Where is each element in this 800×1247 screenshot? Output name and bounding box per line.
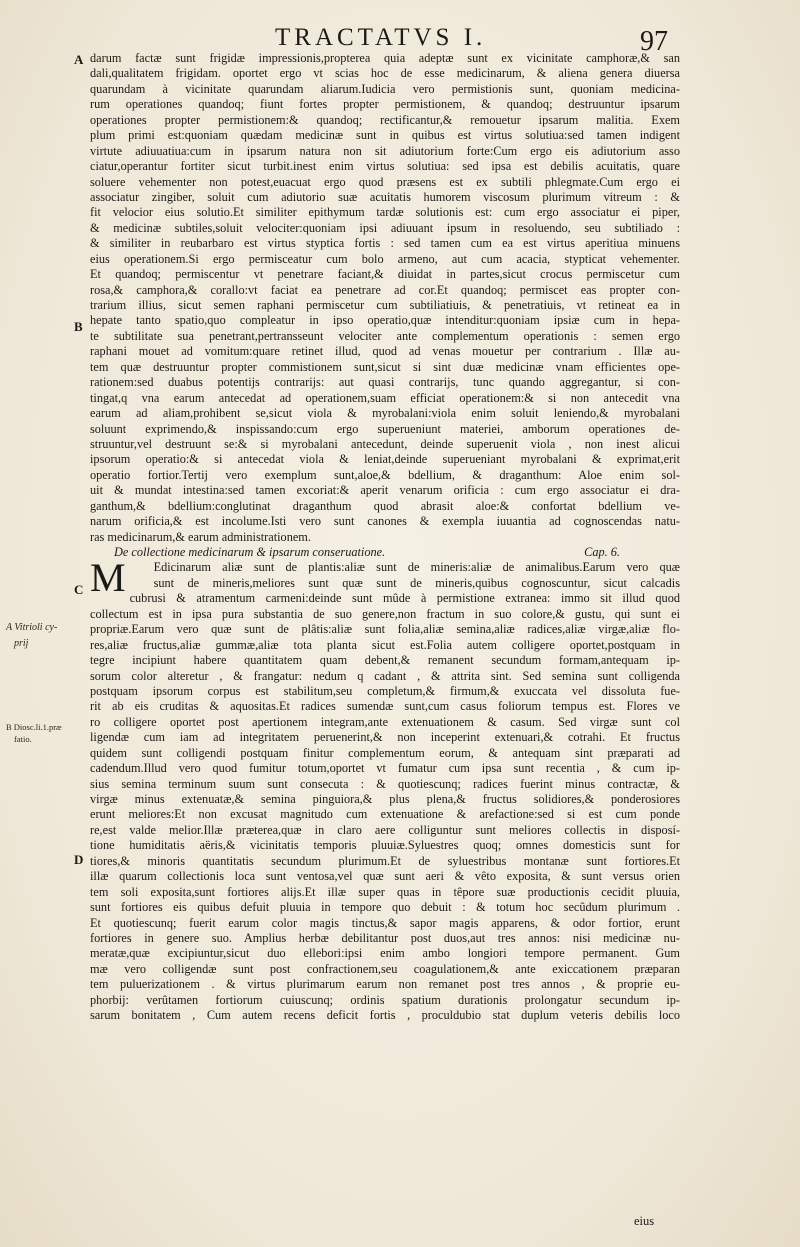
text-line: sunt de mineris,meliores sunt quæ sunt de mineris,quibus cognoscuntur, sicut calcadis (153, 575, 680, 590)
text-line: mæ vero colligendæ sunt post confractionem,seu coagulationem,& ante exiccationem præparan (90, 961, 680, 976)
text-part-1 (90, 51, 680, 545)
section-letter-a: A (74, 52, 84, 67)
section-letter-b: B (74, 319, 83, 334)
text-line: operationes propter permistionem:& quandoq; rectificantur,& remouetur ipsarum malitia. Exem (90, 112, 680, 127)
catchword: eius (634, 1214, 655, 1228)
main-text (90, 51, 680, 1024)
section-letter-c: C (74, 582, 84, 597)
text-line: rum operationes quandoq; fiunt fortes propter permistionem, & quandoq; destruuntur ipsarum (90, 97, 680, 112)
running-head: TRACTATVS I. (275, 24, 487, 51)
text-line: ras medicinarum,& earum administrationem. (90, 529, 311, 544)
text-line: fortiores in genere suo. Amplius herbæ debilitantur post duos,aut tres annos: nisi medicinæ nu- (90, 930, 680, 945)
margin-note-fatio: fatio. (14, 734, 32, 744)
chapter-heading (90, 545, 680, 560)
text-line: re,est valde melior.Illæ præterea,quæ in claro aere colliguntur sunt meliores collectis in disposí- (90, 822, 680, 837)
text-line: soluere vehementer non potest,euacuat ergo quod præsens est ex subtili phlegmate.Cum ergo ei (90, 174, 680, 189)
text-line: erunt meliores:Et non excusat magnitudo cum extenuatione & arefactione:sed si est cum ponde (90, 807, 680, 822)
text-line: Edicinarum aliæ sunt de plantis:aliæ sunt de mineris:aliæ de animalibus.Earum vero quæ (153, 560, 680, 575)
text-line: cadendum.Illud vero quod fumitur totum,oportet vt fumatur cum ipsa sunt recentia , & cum ip- (90, 761, 680, 776)
text-line: ro colligere oportet post apertionem integram,ante extenuationem & casum. Sed virgæ sunt col (90, 714, 680, 729)
text-line: tem puluerizationem . & virtus plurimarum earum non remanet post tres annos , & proprie eu- (90, 977, 680, 992)
text-line: dali,qualitatem frigidam. oportet ergo vt scias hoc de esse medicinarum, & aliena genera diuersa (90, 66, 680, 81)
text-line: trarium illius, sicut semen raphani permiscetur cum subtiliatiuis, & penetratiuis, vt retineat ea in (90, 298, 680, 312)
text-line: raphani mouet ad vomitum:quare retinet illud, quod ad venas mouetur per contrarium . Illæ au- (90, 344, 680, 359)
text-line: plum primi est:quoniam quædam medicinæ sunt in quibus est virtus solutiua:sed tamen indigent (90, 128, 680, 143)
text-line: & similiter in reubarbaro est virtus styptica fortis : sed tamen cum ea est virtus aperitiua minuens (90, 236, 680, 251)
margin-note-vitrioli: A Vitrioli cy- (6, 622, 58, 633)
text-line: phorbij: verûtamen fortiorum cuiuscunq; ordinis spatium durationis prolongatur secundum ip- (90, 992, 680, 1007)
text-line: sorum color alteretur , & frangatur: nedum q cadant , & attrita sint. Sed semina sunt colligenda (90, 668, 680, 683)
margin-note-diosc: B Diosc.li.1.præ (6, 722, 62, 732)
text-line: tegre incipiunt habere quantitatem quam debent,& remanent secundum formam,antequam ip- (90, 653, 680, 668)
page-number: 97 (640, 26, 668, 57)
text-line: rit ab eis cruditas & aquositas.Et radices sumendæ sunt,cum casus foliorum tempus est. Flores ve (90, 699, 680, 714)
text-line: quarundam à vicinitate quarundam aliarum.Iudicia vero permistionis sunt, quoniam medicina- (90, 81, 680, 96)
text-line: rosa,& camphora,& corallo:vt faciat ea penetrare ad cor.Et quandoq; permiscet eas propter con- (90, 282, 680, 297)
text-part-2 (90, 555, 680, 1023)
text-line: operatio fortior.Tertij vero exemplum sunt,aloe,& bdellium, & draganthum: Aloe enim sol- (90, 467, 680, 482)
text-line: uit & mundat intestina:sed tamen excoriat:& aperit venarum orificia : cum ergo associatur ei dra- (90, 483, 680, 498)
text-line: darum factæ sunt frigidæ impressionis,propterea quia adeptæ sunt ex vicinitate camphoræ,& san (90, 51, 680, 65)
text-line: sunt fortiores eis quibus defuit pluuia in tempore quo debuit : & totum hoc secûdum plurimum . (90, 900, 680, 915)
text-line: sarum bonitatem , Cum autem recens deficit fortis , proculdubio stat duplum veteris debilis loco (90, 1008, 680, 1023)
text-line: hepate tanto spatio,quo compleatur in ipso operatio,quæ intenditur:quoniam ipsiæ cum in hepa- (90, 313, 680, 328)
text-line: & medicinæ subtiles,soluit velociter:quoniam ipsi adiuuant ipsum in resoluendo, seu subtiliado : (90, 220, 680, 235)
text-line: propriæ.Earum vero quæ sunt de plâtis:aliæ sunt folia,aliæ semina,aliæ radices,aliæ virgæ,aliæ flo- (90, 622, 680, 637)
text-line: soluunt exprimendo,& inspissando:cum ergo superueniunt materiei, amborum operationes de- (90, 421, 680, 436)
text-line: fit velocior eius solutio.Et similiter epithymum tardæ solutionis est: cum ergo associatur ei piper, (90, 205, 680, 220)
text-line: narum orificia,& est incolume.Isti vero sunt canones & exempla iuuantia ad cognoscendas natu- (90, 514, 680, 529)
margin-note-prij: prij (14, 638, 29, 649)
text-line: tingat,q vna earum antecedat ad operationem,suam efficiat operationem:& si non antecedit vna (90, 390, 680, 405)
text-line: ciatur,operantur fortiter sicut turbit.inest enim virtus solutiua: sed ipsa est debilis acuitatis, quare (90, 159, 680, 174)
text-line: ligendæ cum iam ad integritatem peruenerint,& non inceperint extenuari,& cotrahi. Et fructus (90, 730, 680, 745)
section-letter-d: D (74, 852, 84, 867)
text-line: tiores,& minoris quantitatis secundum plurimum.Et de syluestribus montanæ sunt fortiores.Et (90, 853, 680, 868)
text-line: collectum est in ipsa pura substantia de suo genere,non fractum in suo colore,& gustu, qui sunt ei (90, 606, 680, 621)
text-line: Et quandoq; permiscentur vt penetrare faciant,& diuidat in partes,sicut crocus permiscetur cum (90, 267, 680, 282)
text-line: quidem sunt colligendi postquam finitur complementum eorum, & antequam sint præparati ad (90, 745, 680, 760)
text-line: ganthum,& bdellium:conglutinat draganthum quod abrasit aloe:& confortat bdellium ve- (90, 498, 680, 513)
drop-cap: M (90, 555, 126, 601)
text-line: eius operationem.Si ergo permisceatur cum bolo armeno, aut cum acacia, stypticat vehementer. (90, 251, 680, 266)
text-line: ipsorum operatio:& si antecedat viola & leniat,deinde superueniant myrobalani & exprimat,erit (90, 452, 680, 467)
text-line: earum ad aliam,prohibent se,sicut viola & myrobalani:viola enim soluit leniendo,& myrobalani (90, 406, 680, 421)
text-line: meratæ,quæ excipiuntur,sicut duo ellebori:ipsi enim ambo longiori tempore permanent. Gum (90, 946, 680, 961)
text-line: tem quæ destruuntur propter commistionem sunt,sicut si sint duæ medicinæ vnam efficientes ope- (90, 359, 680, 374)
text-line: virtute adiuuatiua:cum in ipsarum natura non sit adiutorium forte:Cum ergo eis adiutorium asso (90, 143, 680, 158)
text-line: cubrusi & atramentum carmeni:deinde sunt mûde à permistione extranea: immo sit illud quod (129, 591, 680, 606)
text-line: sius semina terminum suum sunt consecuta : & quotiescunq; radices fuerint minus contractæ, & (90, 776, 680, 791)
text-line: res,aliæ fructus,aliæ gummæ,aliæ tota planta sicut est.Folia autem colligere oportet,postquam in (90, 637, 680, 652)
text-line: rationem:sed duabus potentijs contrarijs: aut quasi contrarijs, tunc quando aggregantur, si con- (90, 375, 680, 390)
text-line: virgæ minus extenuatæ,& semina pinguiora,& plus plena,& fructus solidiores,& ponderosiores (90, 792, 680, 806)
text-line: Et quotiescunq; fuerit earum color magis tinctus,& sapor magis apparens, & odor fortior, erunt (90, 915, 680, 930)
text-line: postquam ipsorum corpus est stabilitum,seu completum,& firmum,& exuccata vel dissoluta fue- (90, 683, 680, 698)
text-line: te subtilitate sua penetrant,pertransseunt velociter ante complementum operationis : semen ergo (90, 328, 680, 343)
text-line: illæ quarum collectionis loca sunt ventosa,vel quæ sunt aeri & vêto exposita, & sunt versus orien (90, 869, 680, 884)
text-line: tem soli exposita,sunt fortiores alijs.Et illæ super quas in têpore suæ productionis cecidit pluuia, (90, 884, 680, 899)
chapter-number: Cap. 6. (584, 545, 620, 559)
text-line: tione humiditatis aëris,& vicinitatis temporis pluuiæ.Syluestres quoq; omnes domesticis sunt for (90, 838, 680, 853)
text-line: associatur zingiber, soluit cum adiutorio suæ acuitatis humorem viscosum plurimum vitreum : & (90, 189, 680, 204)
text-line: struuntur,vel destruunt se:& si myrobalani antecedunt, deinde superuenit viola , non inest alicui (90, 436, 680, 451)
chapter-title: De collectione medicinarum & ipsarum conseruatione. (114, 545, 386, 559)
